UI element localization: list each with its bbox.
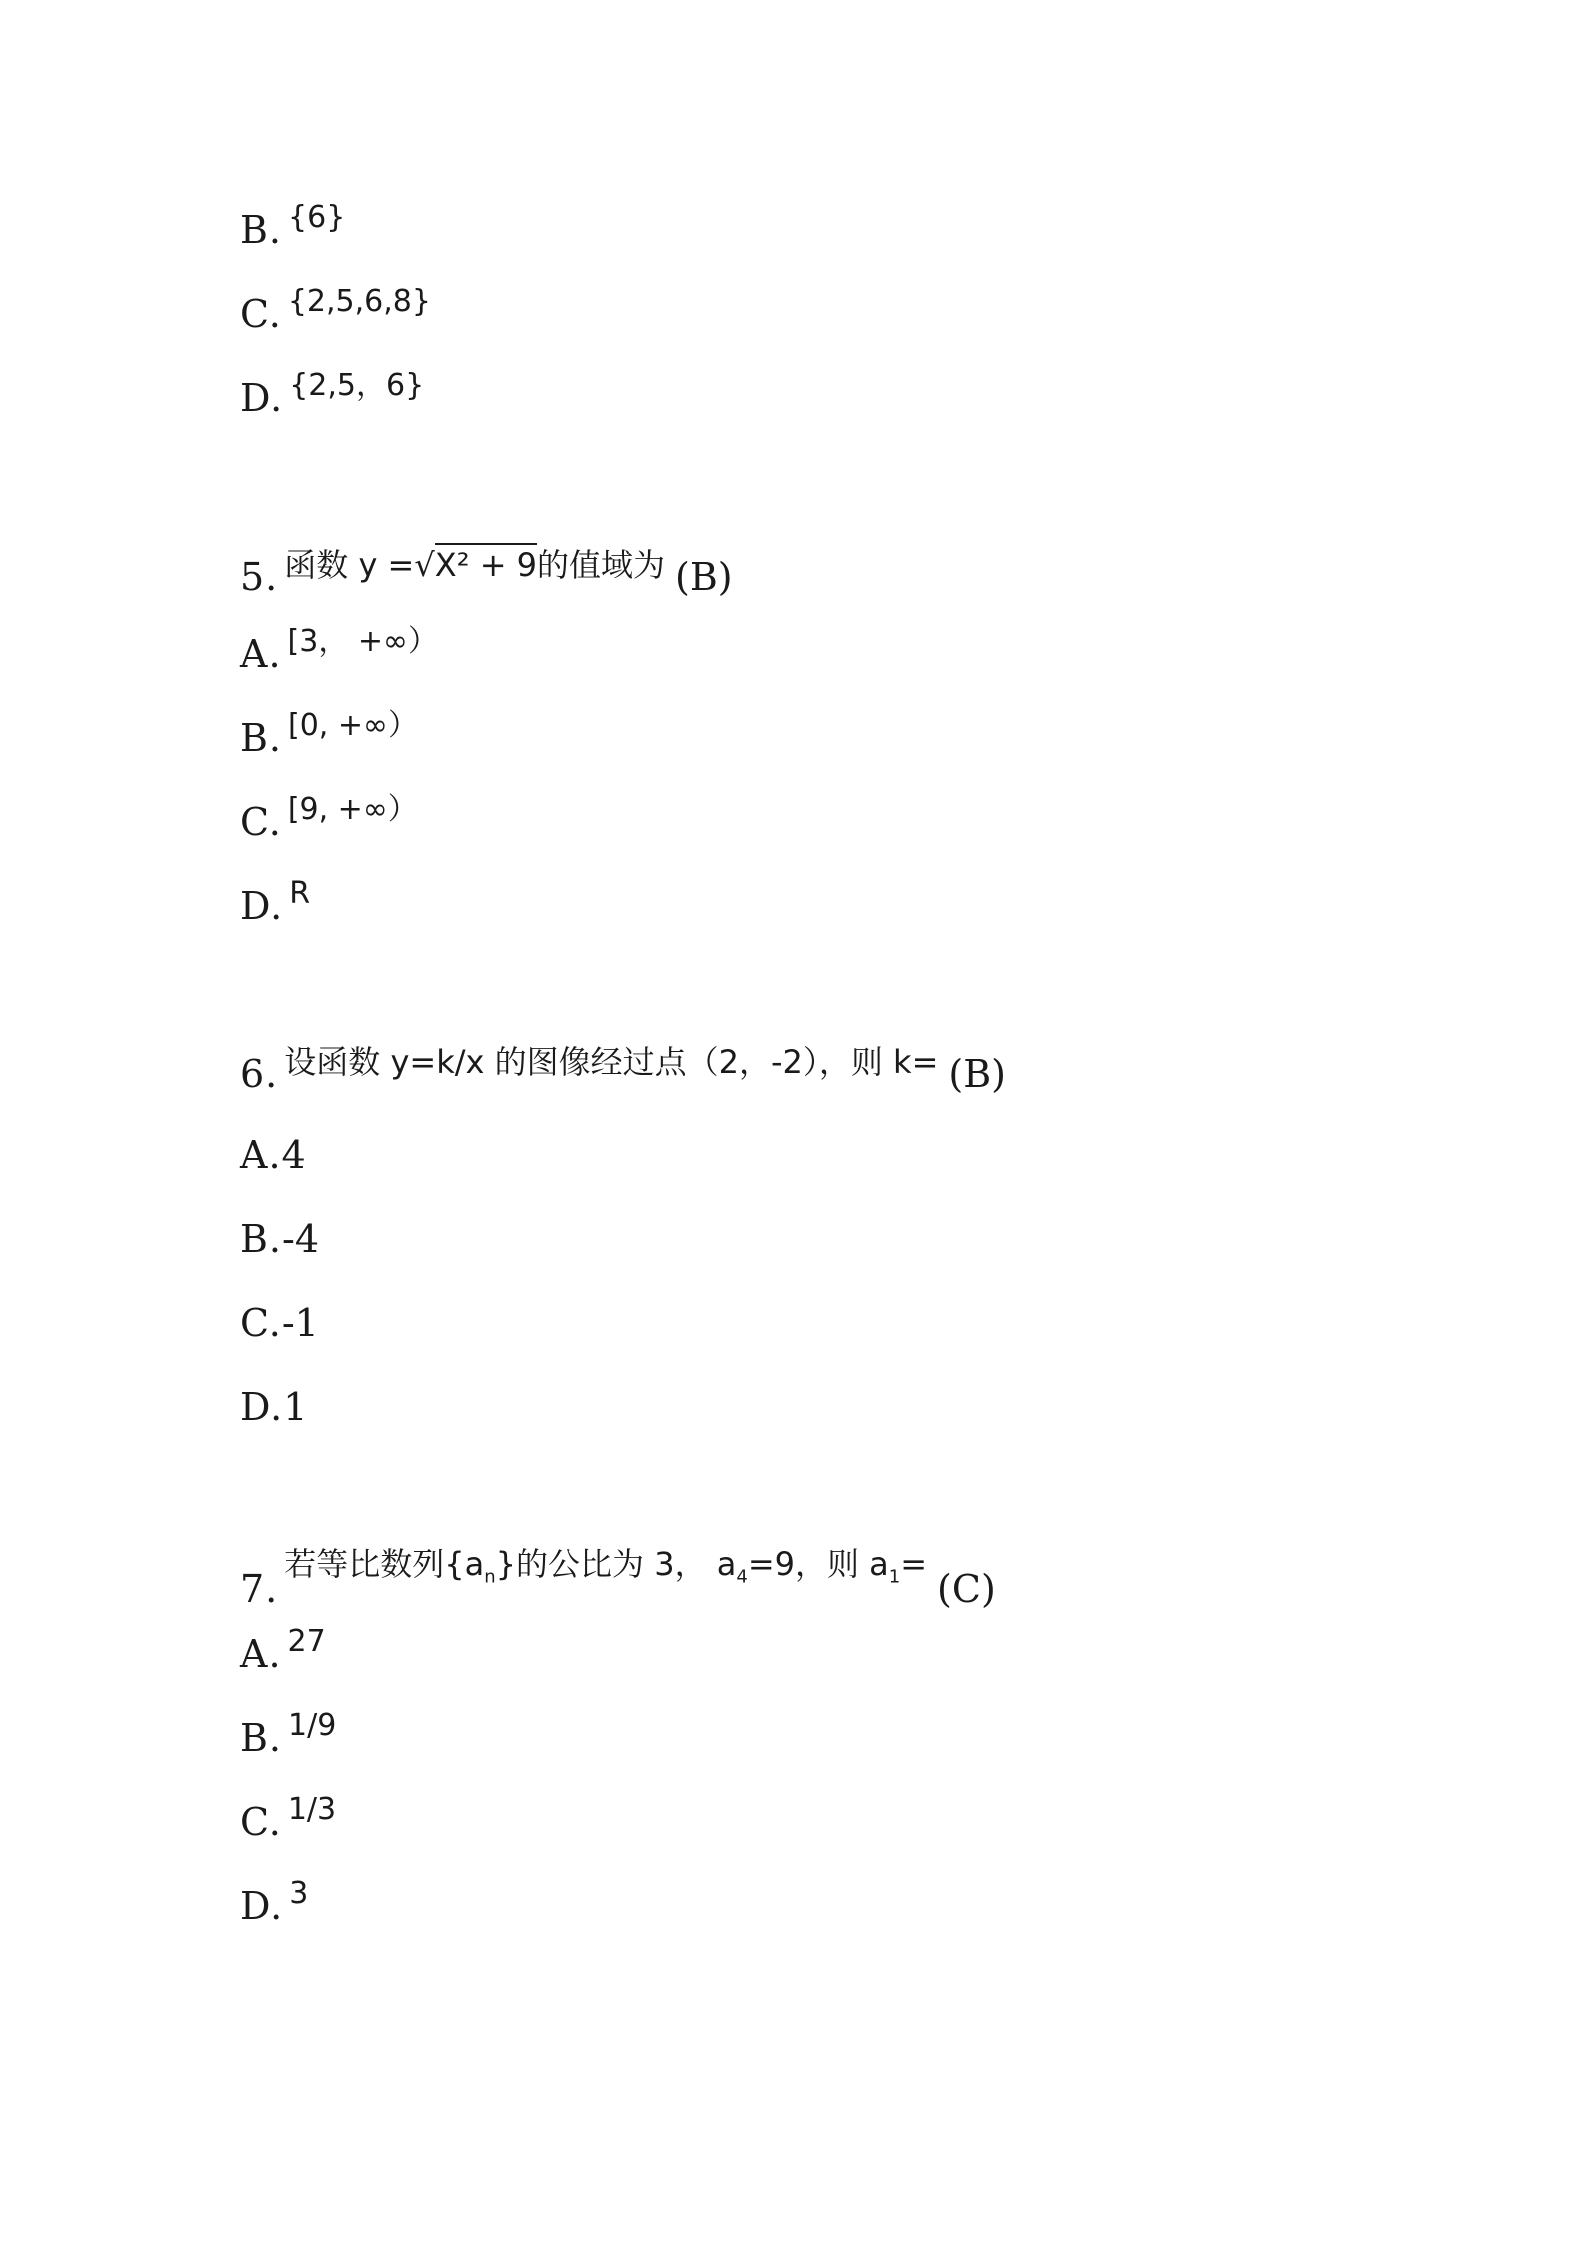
option-text: 1/9 bbox=[288, 1708, 337, 1743]
question-text-suffix: 的值域为 bbox=[537, 546, 666, 584]
subscript: 1 bbox=[888, 1566, 901, 1588]
q7-stem bbox=[240, 1545, 996, 1612]
sqrt-radicand: X² + 9 bbox=[435, 543, 537, 584]
option-label: C. bbox=[240, 1800, 282, 1844]
option-text: 27 bbox=[287, 1624, 326, 1659]
option-label: D. bbox=[240, 1884, 284, 1928]
option-label: B. bbox=[240, 208, 283, 252]
question-text bbox=[284, 1544, 927, 1597]
question-text: 设函数 y=k/x 的图像经过点（2，-2），则 k= bbox=[284, 1043, 939, 1081]
option-label: A. bbox=[240, 632, 282, 676]
question-text-part: =9，则 a bbox=[747, 1545, 889, 1583]
option-label: A. bbox=[240, 1632, 282, 1676]
q5-stem bbox=[240, 546, 733, 599]
question-text bbox=[284, 545, 665, 585]
q7-option-c bbox=[240, 1792, 337, 1844]
q5-option-c bbox=[240, 792, 418, 844]
option-text: 3 bbox=[289, 1876, 309, 1911]
q6-option-c bbox=[240, 1301, 319, 1345]
option-text: R bbox=[289, 876, 311, 911]
option-text: [0, +∞） bbox=[288, 708, 419, 743]
option-label: C. bbox=[240, 292, 282, 336]
q4-option-b bbox=[240, 200, 346, 252]
q7-option-d bbox=[240, 1876, 309, 1928]
q7-option-a bbox=[240, 1624, 326, 1676]
question-number: 6. bbox=[240, 1052, 279, 1096]
option-label: D. bbox=[240, 376, 284, 420]
option-text: {2,5,6,8} bbox=[287, 284, 431, 319]
option-text: {2,5，6} bbox=[289, 368, 425, 403]
option-text: {6} bbox=[288, 200, 346, 235]
option-text: [9, +∞） bbox=[287, 792, 418, 827]
option-label: C. bbox=[240, 1301, 282, 1345]
option-label: D. bbox=[240, 884, 284, 928]
option-text: -4 bbox=[282, 1217, 320, 1261]
q4-option-d bbox=[240, 368, 425, 420]
q6-option-b bbox=[240, 1217, 319, 1261]
option-label: D. bbox=[240, 1385, 284, 1429]
question-text-part: }的公比为 3， a bbox=[495, 1545, 737, 1583]
q7-option-b bbox=[240, 1708, 337, 1760]
subscript: 4 bbox=[736, 1566, 748, 1588]
option-text: 1/3 bbox=[287, 1792, 337, 1827]
option-text: -1 bbox=[281, 1301, 319, 1345]
answer-key: (B) bbox=[948, 1052, 1006, 1096]
option-text: 4 bbox=[281, 1133, 306, 1177]
option-text: [3， +∞） bbox=[287, 624, 438, 659]
option-label: B. bbox=[240, 1716, 283, 1760]
q6-stem bbox=[240, 1043, 1006, 1096]
question-text-part: = bbox=[900, 1545, 928, 1583]
subscript: n bbox=[484, 1566, 496, 1588]
question-text-prefix: 函数 y =√ bbox=[284, 546, 435, 584]
question-number: 5. bbox=[240, 555, 279, 599]
question-text-part: 若等比数列{a bbox=[284, 1545, 485, 1583]
option-text: 1 bbox=[283, 1385, 308, 1429]
answer-key: (B) bbox=[675, 555, 733, 599]
option-label: B. bbox=[240, 1217, 283, 1261]
question-number: 7. bbox=[240, 1567, 279, 1612]
q5-option-d bbox=[240, 876, 311, 928]
q4-option-c bbox=[240, 284, 431, 336]
q6-option-d bbox=[240, 1385, 307, 1429]
option-label: C. bbox=[240, 800, 282, 844]
answer-key: (C) bbox=[937, 1567, 996, 1612]
option-label: B. bbox=[240, 716, 283, 760]
q6-option-a bbox=[240, 1133, 306, 1177]
q5-option-b bbox=[240, 708, 419, 760]
q5-option-a bbox=[240, 624, 438, 676]
option-label: A. bbox=[240, 1133, 282, 1177]
